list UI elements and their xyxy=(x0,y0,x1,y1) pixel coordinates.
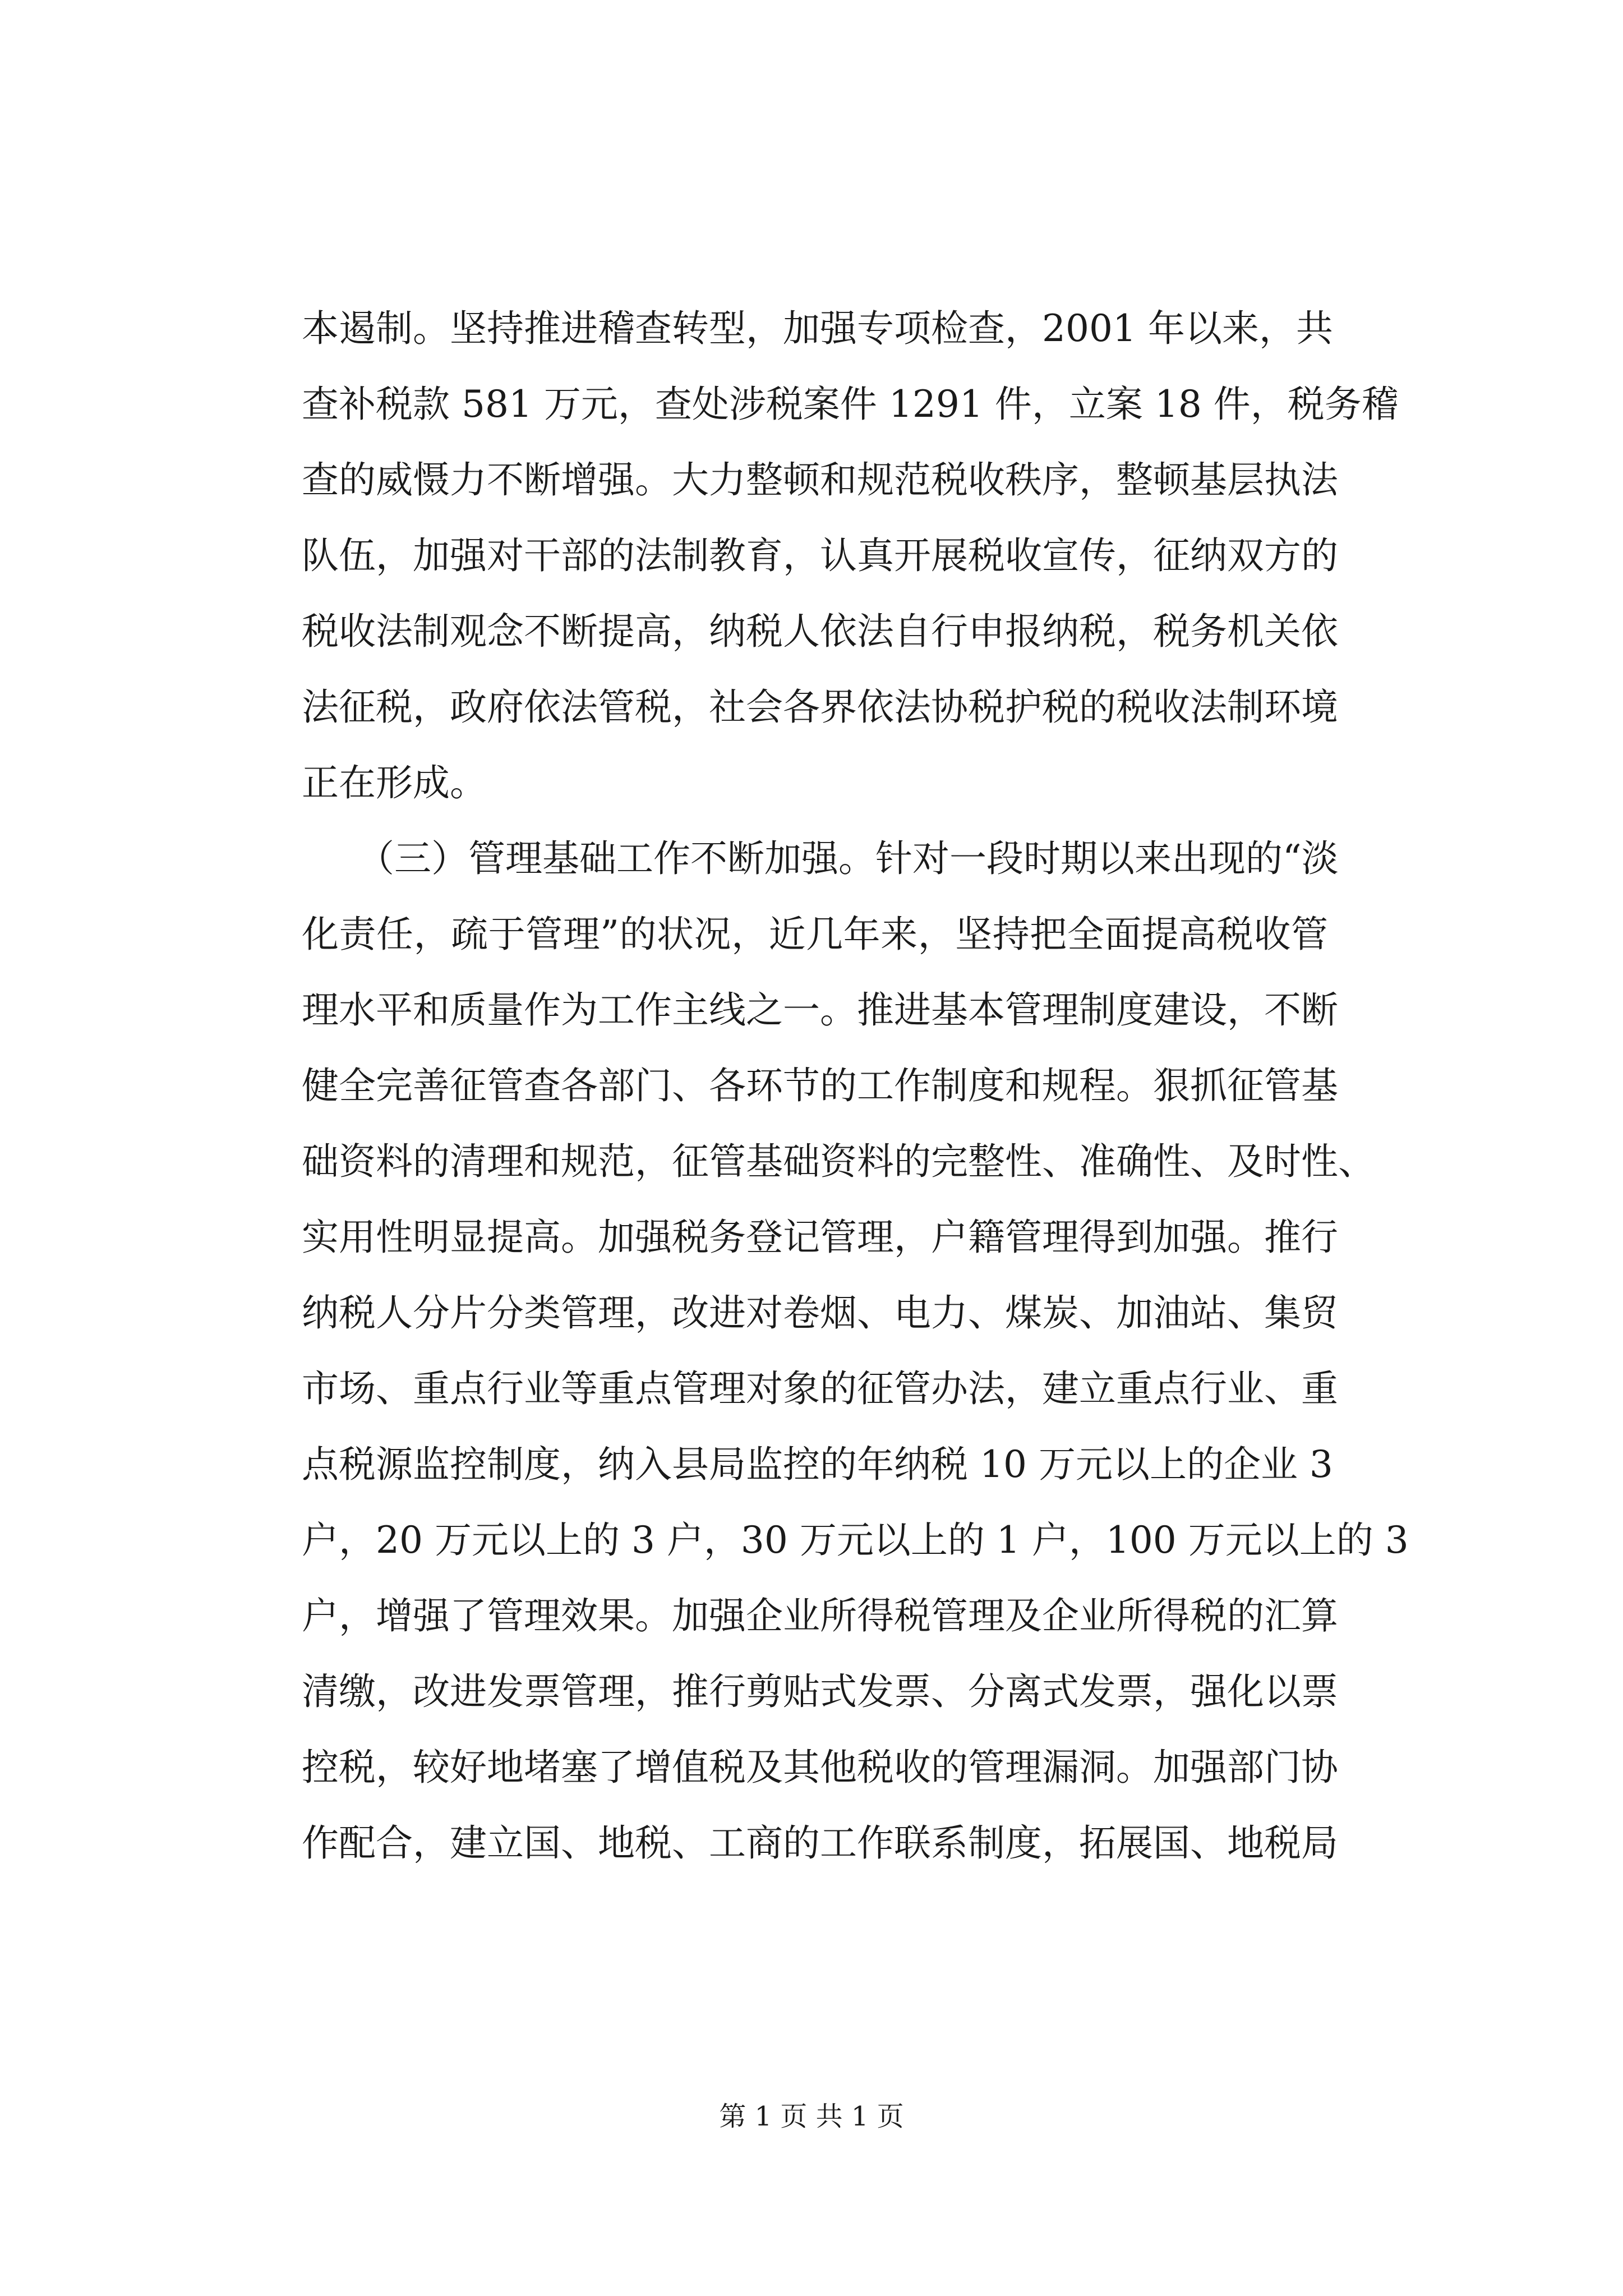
page-footer: 第 1 页 共 1 页 xyxy=(719,2101,904,2132)
text-line-3: 查的威慑力不断增强。大力整顿和规范税收秩序，整顿基层执法 xyxy=(302,458,1338,501)
text-line-19: 清缴，改进发票管理，推行剪贴式发票、分离式发票，强化以票 xyxy=(302,1670,1338,1713)
text-line-14: 纳税人分片分类管理，改进对卷烟、电力、煤炭、加油站、集贸 xyxy=(302,1291,1338,1335)
text-line-13: 实用性明显提高。加强税务登记管理，户籍管理得到加强。推行 xyxy=(302,1216,1338,1259)
text-line-11: 健全完善征管查各部门、各环节的工作制度和规程。狠抓征管基 xyxy=(302,1064,1338,1107)
text-line-7: 正在形成。 xyxy=(302,761,487,804)
text-line-2: 查补税款 581 万元，查处涉税案件 1291 件，立案 18 件，税务稽 xyxy=(302,383,1399,426)
text-line-6: 法征税，政府依法管税，社会各界依法协税护税的税收法制环境 xyxy=(302,685,1338,729)
text-line-17: 户，20 万元以上的 3 户，30 万元以上的 1 户，100 万元以上的 3 xyxy=(302,1519,1409,1562)
text-line-8: （三）管理基础工作不断加强。针对一段时期以来出现的“淡 xyxy=(302,837,1339,880)
text-line-16: 点税源监控制度，纳入县局监控的年纳税 10 万元以上的企业 3 xyxy=(302,1443,1333,1486)
text-line-5: 税收法制观念不断提高，纳税人依法自行申报纳税，税务机关依 xyxy=(302,610,1338,653)
text-line-20: 控税，较好地堵塞了增值税及其他税收的管理漏洞。加强部门协 xyxy=(302,1746,1338,1789)
text-line-4: 队伍，加强对干部的法制教育，认真开展税收宣传，征纳双方的 xyxy=(302,534,1338,577)
text-line-21: 作配合，建立国、地税、工商的工作联系制度，拓展国、地税局 xyxy=(302,1821,1338,1865)
text-line-10: 理水平和质量作为工作主线之一。推进基本管理制度建设，不断 xyxy=(302,988,1338,1032)
text-line-1: 本遏制。坚持推进稽查转型，加强专项检查，2001 年以来，共 xyxy=(302,307,1333,350)
text-line-18: 户，增强了管理效果。加强企业所得税管理及企业所得税的汇算 xyxy=(302,1594,1338,1637)
text-line-9: 化责任，疏于管理”的状况，近几年来，坚持把全面提高税收管 xyxy=(302,913,1328,956)
text-line-12: 础资料的清理和规范，征管基础资料的完整性、准确性、及时性、 xyxy=(302,1140,1375,1183)
text-line-15: 市场、重点行业等重点管理对象的征管办法，建立重点行业、重 xyxy=(302,1367,1338,1410)
